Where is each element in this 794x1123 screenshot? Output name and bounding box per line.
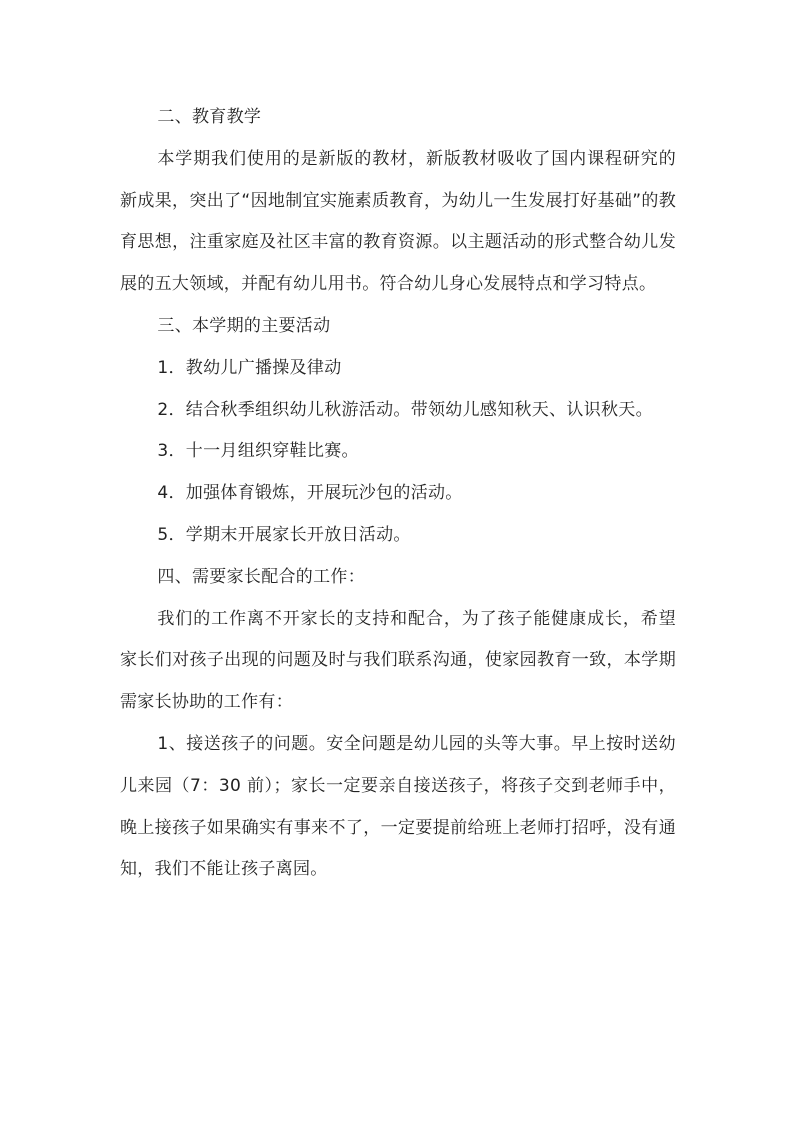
activity-item-1: 1．教幼儿广播操及律动 [157, 357, 342, 378]
activity-item-5: 5．学期末开展家长开放日活动。 [157, 524, 411, 545]
section-heading-education: 二、教育教学 [157, 107, 262, 127]
paragraph-pickup-rules: 1、接送孩子的问题。安全问题是幼儿园的头等大事。早上按时送幼儿来园（7：30 前）；家长一定要亲自接送孩子，将孩子交到老师手中，晚上接孩子如果确实有事来不了，一定要提前给班上老师打招呼，没有通知，我们不能让孩子离园。 [120, 733, 676, 880]
section-heading-parents: 四、需要家长配合的工作： [157, 566, 365, 587]
document-body [120, 97, 676, 891]
activity-item-4: 4．加强体育锻炼，开展玩沙包的活动。 [157, 483, 463, 504]
section-heading-activities: 三、本学期的主要活动 [157, 315, 331, 336]
activity-item-3: 3．十一月组织穿鞋比赛。 [157, 441, 359, 462]
paragraph-parent-cooperation: 我们的工作离不开家长的支持和配合，为了孩子能健康成长，希望家长们对孩子出现的问题及时与我们联系沟通，使家园教育一致，本学期需家长协助的工作有： [120, 608, 676, 713]
paragraph-textbook: 本学期我们使用的是新版的教材，新版教材吸收了国内课程研究的新成果，突出了“因地制宜实施素质教育，为幼儿一生发展打好基础”的教育思想，注重家庭及社区丰富的教育资源。以主题活动的形式整合幼儿发展的五大领域，并配有幼儿用书。符合幼儿身心发展特点和学习特点。 [120, 148, 676, 295]
activity-item-2: 2．结合秋季组织幼儿秋游活动。带领幼儿感知秋天、认识秋天。 [157, 399, 653, 420]
